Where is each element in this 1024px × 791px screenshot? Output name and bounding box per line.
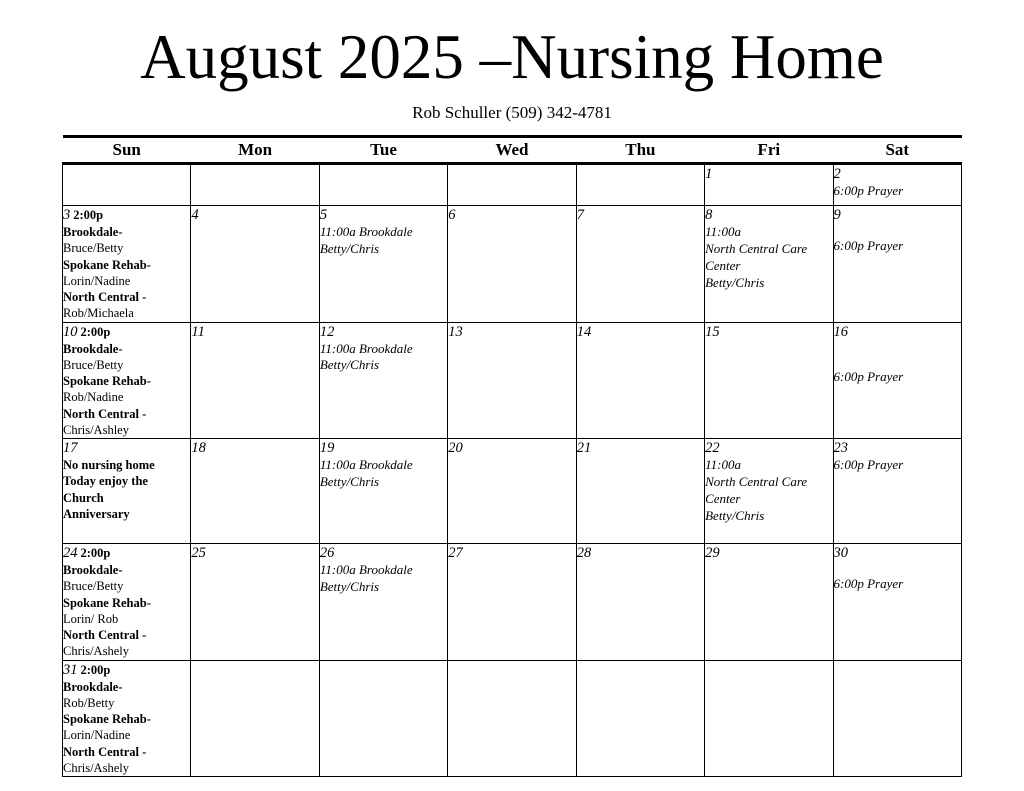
day-entry-line: 11:00a Brookdale <box>319 562 413 577</box>
calendar-day-cell-14[interactable] <box>576 322 704 439</box>
day-header <box>577 323 704 341</box>
day-entry-line: 11:00a <box>705 457 741 472</box>
day-entry-line: Church <box>63 490 104 505</box>
day-header <box>63 661 190 679</box>
day-number: 30 <box>833 545 849 561</box>
day-entries <box>63 679 190 777</box>
day-header <box>834 439 961 457</box>
day-header <box>448 544 575 562</box>
day-entry-line: Bruce/Betty <box>63 241 124 256</box>
day-header <box>834 544 961 562</box>
day-header <box>577 544 704 562</box>
entry-spacer <box>834 355 961 369</box>
calendar-day-cell-29[interactable] <box>705 544 833 661</box>
calendar-day-cell-4[interactable] <box>191 206 319 323</box>
day-entry-line: 6:00p Prayer <box>833 576 904 591</box>
day-entry-line: Bruce/Betty <box>63 357 124 372</box>
calendar-day-cell-28[interactable] <box>576 544 704 661</box>
day-header <box>320 544 447 562</box>
day-number: 21 <box>576 440 592 456</box>
calendar-day-cell-12[interactable] <box>319 322 447 439</box>
day-entry-line: Rob/Michaela <box>63 306 134 321</box>
calendar-day-cell-empty[interactable] <box>833 660 961 777</box>
day-number: 19 <box>319 440 335 456</box>
calendar-day-cell-5[interactable] <box>319 206 447 323</box>
day-header <box>705 165 832 183</box>
calendar-day-cell-15[interactable] <box>705 322 833 439</box>
calendar-day-cell-empty[interactable] <box>448 164 576 206</box>
calendar-table <box>62 135 962 777</box>
calendar-day-cell-16[interactable] <box>833 322 961 439</box>
day-entry-line: Rob/Betty <box>63 695 115 710</box>
day-header <box>834 206 961 224</box>
calendar-day-cell-23[interactable] <box>833 439 961 544</box>
day-entry-line: Brookdale- <box>63 679 123 694</box>
weekday-header-sun: Sun <box>63 137 191 164</box>
calendar-day-cell-11[interactable] <box>191 322 319 439</box>
day-header <box>191 206 318 224</box>
day-header <box>705 439 832 457</box>
day-header <box>63 439 190 457</box>
day-entry-line: Lorin/ Rob <box>63 611 119 626</box>
day-entry-line: Betty/Chris <box>705 274 765 290</box>
day-entry-line: 11:00a Brookdale <box>319 340 413 356</box>
day-number: 12 <box>319 323 335 340</box>
day-entries <box>63 224 190 322</box>
day-header <box>63 323 190 341</box>
weekday-header-wed: Wed <box>448 137 576 164</box>
entry-spacer <box>834 562 961 576</box>
calendar-day-cell-8[interactable] <box>705 206 833 323</box>
calendar-day-cell-19[interactable] <box>319 439 447 544</box>
day-entry-line: 6:00p Prayer <box>833 183 904 198</box>
day-header <box>448 323 575 341</box>
calendar-day-cell-18[interactable] <box>191 439 319 544</box>
day-entries <box>320 457 447 491</box>
day-entry-line: Center <box>705 257 741 273</box>
calendar-day-cell-empty[interactable] <box>191 164 319 206</box>
day-number: 28 <box>576 545 592 561</box>
day-entry-line: Bruce/Betty <box>63 579 124 594</box>
day-number: 7 <box>576 207 584 223</box>
day-number: 5 <box>319 207 328 223</box>
weekday-header-sat: Sat <box>833 137 961 164</box>
day-number: 10 <box>63 323 78 340</box>
day-number: 9 <box>833 207 841 223</box>
day-entries <box>834 183 961 200</box>
day-entry-line: 6:00p Prayer <box>833 368 904 384</box>
day-number: 15 <box>705 323 720 340</box>
calendar-day-cell-9[interactable] <box>833 206 961 323</box>
day-entry-line: 6:00p Prayer <box>833 238 904 253</box>
day-header <box>448 439 575 457</box>
calendar-day-cell-17[interactable] <box>63 439 191 544</box>
calendar-day-cell-7[interactable] <box>576 206 704 323</box>
calendar-day-cell-empty[interactable] <box>705 660 833 777</box>
day-entry-line: North Central - <box>63 406 147 421</box>
day-number: 13 <box>448 323 463 340</box>
entry-spacer <box>834 224 961 238</box>
day-entry-line: Rob/Nadine <box>63 390 124 405</box>
entry-spacer <box>834 341 961 355</box>
day-number: 1 <box>705 166 713 182</box>
page-title: August 2025 –Nursing Home <box>140 22 884 92</box>
day-number: 29 <box>705 545 720 561</box>
day-entry-line: Anniversary <box>63 506 130 521</box>
day-entry-line: Betty/Chris <box>319 473 380 489</box>
day-entry-line: No nursing home <box>63 458 155 472</box>
calendar-header-row <box>63 137 962 164</box>
day-entry-line: 11:00a Brookdale <box>319 224 413 239</box>
day-header <box>577 439 704 457</box>
day-number: 2 <box>833 166 841 182</box>
day-number: 8 <box>705 207 713 223</box>
calendar-week-row <box>63 660 962 777</box>
day-entry-line: 6:00p Prayer <box>833 457 904 472</box>
day-entry-line: Brookdale- <box>63 341 123 356</box>
day-entry-line: Chris/Ashely <box>63 644 129 659</box>
calendar-day-cell-empty[interactable] <box>576 164 704 206</box>
calendar-day-cell-20[interactable] <box>448 439 576 544</box>
day-entry-line: North Central - <box>63 744 147 759</box>
day-entries <box>63 457 190 522</box>
day-time-label: 2:00p <box>80 324 111 339</box>
day-entry-line: Chris/Ashely <box>63 760 129 775</box>
day-entry-line: Spokane Rehab- <box>63 257 151 272</box>
calendar-day-cell-27[interactable] <box>448 544 576 661</box>
day-entry-line: Spokane Rehab- <box>63 595 151 610</box>
calendar-week-row <box>63 322 962 439</box>
weekday-header-mon: Mon <box>191 137 319 164</box>
day-number: 11 <box>191 323 205 340</box>
calendar-day-cell-22[interactable] <box>705 439 833 544</box>
day-header <box>705 323 832 341</box>
calendar-week-row <box>63 439 962 544</box>
day-header <box>191 544 318 562</box>
day-header <box>191 439 318 457</box>
day-header <box>191 323 318 341</box>
weekday-header-tue: Tue <box>319 137 447 164</box>
day-entry-line: Betty/Chris <box>319 578 380 594</box>
day-number: 16 <box>833 323 849 340</box>
day-time-label: 2:00p <box>73 208 104 222</box>
day-entry-line: Spokane Rehab- <box>63 374 151 388</box>
calendar-week-row <box>63 206 962 323</box>
day-entry-line: North Central - <box>63 290 147 304</box>
contact-subtitle: Rob Schuller (509) 342-4781 <box>412 103 612 122</box>
day-entry-line: 11:00a <box>705 224 741 239</box>
calendar-day-cell-24[interactable] <box>63 544 191 661</box>
day-number: 18 <box>191 440 206 456</box>
day-number: 26 <box>319 545 335 561</box>
calendar-day-cell-empty[interactable] <box>191 660 319 777</box>
calendar-day-cell-6[interactable] <box>448 206 576 323</box>
day-header <box>320 323 447 341</box>
day-entry-line: Today enjoy the <box>63 474 148 489</box>
day-entries <box>705 224 832 292</box>
day-entry-line: Betty/Chris <box>705 507 765 523</box>
day-number: 22 <box>705 440 720 456</box>
day-number: 24 <box>63 545 78 561</box>
day-header <box>577 206 704 224</box>
weekday-header-thu: Thu <box>576 137 704 164</box>
calendar-day-cell-31[interactable] <box>63 660 191 777</box>
calendar-day-cell-empty[interactable] <box>63 164 191 206</box>
day-header <box>834 323 961 341</box>
day-entries <box>834 562 961 593</box>
day-entry-line: Spokane Rehab- <box>63 712 151 726</box>
weekday-header-fri: Fri <box>705 137 833 164</box>
day-header <box>320 206 447 224</box>
calendar-day-cell-empty[interactable] <box>319 164 447 206</box>
calendar-day-cell-26[interactable] <box>319 544 447 661</box>
calendar-day-cell-25[interactable] <box>191 544 319 661</box>
calendar-week-row <box>63 544 962 661</box>
day-time-label: 2:00p <box>80 662 111 677</box>
day-entries <box>834 457 961 474</box>
day-time-label: 2:00p <box>80 546 111 560</box>
calendar-day-cell-2[interactable] <box>833 164 961 206</box>
day-entry-line: Lorin/Nadine <box>63 273 131 288</box>
day-entries <box>834 224 961 255</box>
day-header <box>448 206 575 224</box>
day-entries <box>63 562 190 660</box>
day-entries <box>320 562 447 596</box>
day-entry-line: Betty/Chris <box>319 240 380 256</box>
day-entry-line: North Central Care <box>705 240 808 256</box>
day-number: 14 <box>576 323 592 340</box>
day-number: 20 <box>448 440 463 456</box>
day-entry-line: Lorin/Nadine <box>63 728 131 743</box>
day-entry-line: North Central Care <box>705 473 808 489</box>
day-header <box>705 544 832 562</box>
calendar-day-cell-10[interactable] <box>63 322 191 439</box>
day-number: 3 <box>63 207 71 223</box>
day-number: 6 <box>448 207 456 223</box>
calendar-week-row <box>63 164 962 206</box>
calendar-container <box>62 123 962 777</box>
day-header <box>63 544 190 562</box>
day-entry-line: Betty/Chris <box>319 357 380 373</box>
day-entries <box>705 457 832 525</box>
calendar-day-cell-empty[interactable] <box>576 660 704 777</box>
calendar-day-cell-empty[interactable] <box>319 660 447 777</box>
calendar-day-cell-3[interactable] <box>63 206 191 323</box>
day-header <box>63 206 190 224</box>
day-entries <box>63 341 190 439</box>
calendar-body <box>63 164 962 777</box>
day-header <box>320 439 447 457</box>
day-number: 4 <box>191 207 199 223</box>
day-number: 27 <box>448 545 463 561</box>
day-entry-line: Brookdale- <box>63 563 123 577</box>
day-entry-line: Center <box>705 490 741 506</box>
calendar-day-cell-13[interactable] <box>448 322 576 439</box>
calendar-day-cell-30[interactable] <box>833 544 961 661</box>
day-entry-line: Chris/Ashley <box>63 422 129 437</box>
day-number: 23 <box>833 440 849 456</box>
day-entries <box>320 224 447 258</box>
day-number: 25 <box>191 545 206 561</box>
calendar-day-cell-21[interactable] <box>576 439 704 544</box>
day-header <box>834 165 961 183</box>
day-number: 31 <box>63 661 78 678</box>
day-entries <box>834 341 961 386</box>
day-header <box>705 206 832 224</box>
day-number: 17 <box>63 440 78 456</box>
day-entry-line: 11:00a Brookdale <box>319 457 413 472</box>
day-entries <box>320 341 447 375</box>
day-entry-line: Brookdale- <box>63 225 123 239</box>
calendar-day-cell-1[interactable] <box>705 164 833 206</box>
day-entry-line: North Central - <box>63 628 147 642</box>
calendar-day-cell-empty[interactable] <box>448 660 576 777</box>
